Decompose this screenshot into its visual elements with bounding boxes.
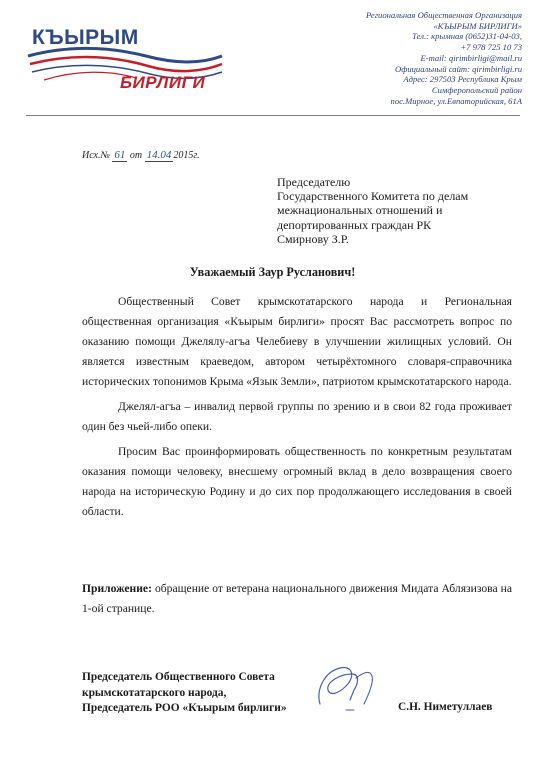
contact-line: «КЪЫРЫМ БИРЛИГИ»	[433, 20, 522, 31]
contact-line: пос.Мирное, ул.Евпаторийская, 61А	[390, 95, 522, 106]
salutation: Уважаемый Заур Русланович!	[189, 265, 356, 279]
handwritten-signature-icon	[306, 660, 396, 720]
outgoing-reference	[82, 149, 200, 161]
logo-text-top: КЪЫРЫМ	[32, 26, 139, 49]
ref-date: 14.04	[146, 149, 172, 161]
contact-line: Адрес: 297503 Республика Крым	[403, 74, 522, 85]
body-paragraph: Просим Вас проинформировать общественность по конкретным результатам оказания помощи человеку, внесшему огромный вклад в дело возвращения своего народа на историческую Родину и до сих пор продолжающего исследования в своей области.	[82, 445, 512, 518]
ref-mid: от	[129, 150, 143, 161]
attachment-note	[82, 579, 512, 619]
contact-line: +7 978 725 10 73	[460, 42, 522, 53]
organization-logo	[26, 22, 226, 97]
addressee-line: Государственного Комитета по делам	[277, 189, 469, 204]
ref-year: 2015г.	[173, 150, 200, 161]
contact-line: Тел.: крымная (0652)31-04-03,	[412, 31, 522, 42]
contacts-block	[292, 10, 522, 106]
attachment-label: Приложение:	[82, 582, 152, 595]
addressee-line: Председателю	[277, 175, 351, 189]
addressee-line: межнациональных отношений и	[277, 203, 443, 218]
body-paragraph: Общественный Совет крымскотатарского народа и Региональная общественная организация «Къырым бирлиги» просят Вас рассмотреть вопрос по оказанию помощи Джелялу-агъа Челебиеву в улучшении жилищных условий. Он является известным краеведом, автором четырёхтомного словаря-справочника исторических топонимов Крыма «Язык Земли», патриотом крымскотатарского народа.	[82, 295, 512, 388]
signatory-name: С.Н. Ниметуллаев	[398, 701, 493, 713]
contact-line: Региональная Общественная Организация	[365, 10, 522, 20]
body-paragraph: Джелял-агъа – инвалид первой группы по зрению и в свои 82 года проживает один без чьей-либо опеки.	[82, 400, 512, 433]
addressee-line: депортированных граждан РК	[277, 217, 432, 232]
logo-text-bottom: БИРЛИГИ	[120, 73, 206, 92]
signatory-title	[82, 670, 287, 717]
ref-prefix: Исх.№	[82, 150, 110, 161]
addressee-block	[277, 175, 517, 246]
ref-number: 61	[114, 149, 126, 161]
signatory-line: крымскотатарского народа,	[82, 686, 227, 699]
letter-body	[82, 292, 512, 522]
header-divider	[26, 115, 520, 116]
contact-website: Официальный сайт: qirimbirligi.ru	[395, 63, 522, 74]
addressee-line: Смирнову З.Р.	[277, 231, 349, 246]
contact-line: Симферопольский район	[431, 84, 522, 95]
signatory-line: Председатель Общественного Совета	[82, 671, 275, 683]
contact-email: E-mail: qirimbirligi@mail.ru	[420, 52, 522, 63]
attachment-text: обращение от ветерана национального движения Мидата Аблязизова на 1-ой странице.	[82, 582, 512, 615]
signatory-line: Председатель РОО «Къырым бирлиги»	[82, 702, 287, 714]
